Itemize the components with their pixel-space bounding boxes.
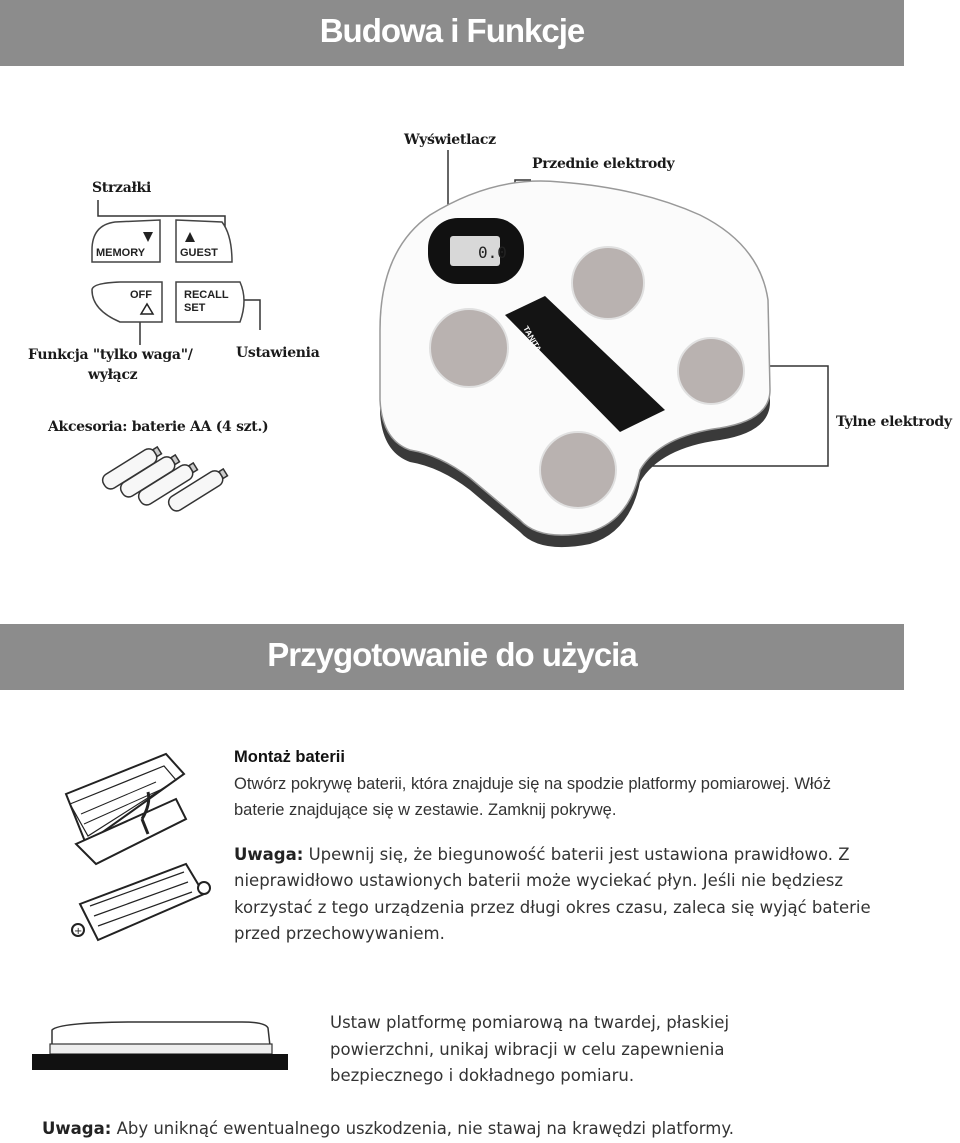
arrows-label: Strzałki [92,180,151,196]
display-label: Wyświetlacz [404,132,496,148]
note-text: Aby uniknąć ewentualnego uszkodzenia, nie stawaj na krawędzi platformy. [111,1119,734,1138]
front-electrode [430,309,508,387]
rear-electrodes-label: Tylne elektrody [836,414,952,430]
note-label: Uwaga: [42,1119,112,1138]
guest-button-label: GUEST [180,247,218,259]
body-scale-illustration [380,181,770,547]
accessories-label: Akcesoria: baterie AA (4 szt.) [48,419,269,435]
front-electrode [572,247,644,319]
set-button-label: SET [184,302,206,314]
off-button-label: OFF [130,289,152,301]
weight-only-label-line2: wyłącz [88,367,138,383]
note-text: Upewnij się, że biegunowość baterii jest ustawiona prawidłowo. Z nieprawidłowo ustawionych baterii może wyciekać płyn. Jeśli nie będziesz korzystać z tego urządzenia przez długi okres czasu, zaleca się wyjąć baterie przed przechowywaniem. [234,844,871,943]
placement-text: Ustaw platformę pomiarową na twardej, płaskiej powierzchni, unikaj wibracji w celu zapewnienia bezpiecznego i dokładnego pomiaru. [330,1013,730,1085]
rear-electrode [540,432,616,508]
svg-text:0.0: 0.0 [478,243,507,262]
battery-compartment-illustration [56,744,216,954]
svg-text:+: + [74,926,83,937]
battery-section [234,744,874,948]
section-title-structure: Budowa i Funkcje [0,0,904,66]
memory-button-label: MEMORY [96,247,146,259]
weight-only-label: Funkcja "tylko waga"/ [28,347,193,363]
battery-heading: Montaż baterii [234,748,345,766]
recall-button-label: RECALL [184,289,229,301]
section-title-preparation: Przygotowanie do użycia [0,624,904,690]
brand-logo: TANITA [521,324,544,354]
battery-text: Otwórz pokrywę baterii, która znajduje się na spodzie platformy pomiarowej. Włóż baterie znajdujące się w zestawie. Zamknij pokrywę. [234,774,831,819]
platform-edge-note [42,1116,942,1143]
batteries-illustration [100,444,230,514]
front-electrodes-label: Przednie elektrody [532,156,675,172]
control-buttons [92,220,244,322]
rear-electrode [678,338,744,404]
platform-on-surface-illustration [30,1018,290,1074]
battery-note [234,842,874,948]
settings-label: Ustawienia [236,345,320,361]
note-label: Uwaga: [234,844,304,864]
